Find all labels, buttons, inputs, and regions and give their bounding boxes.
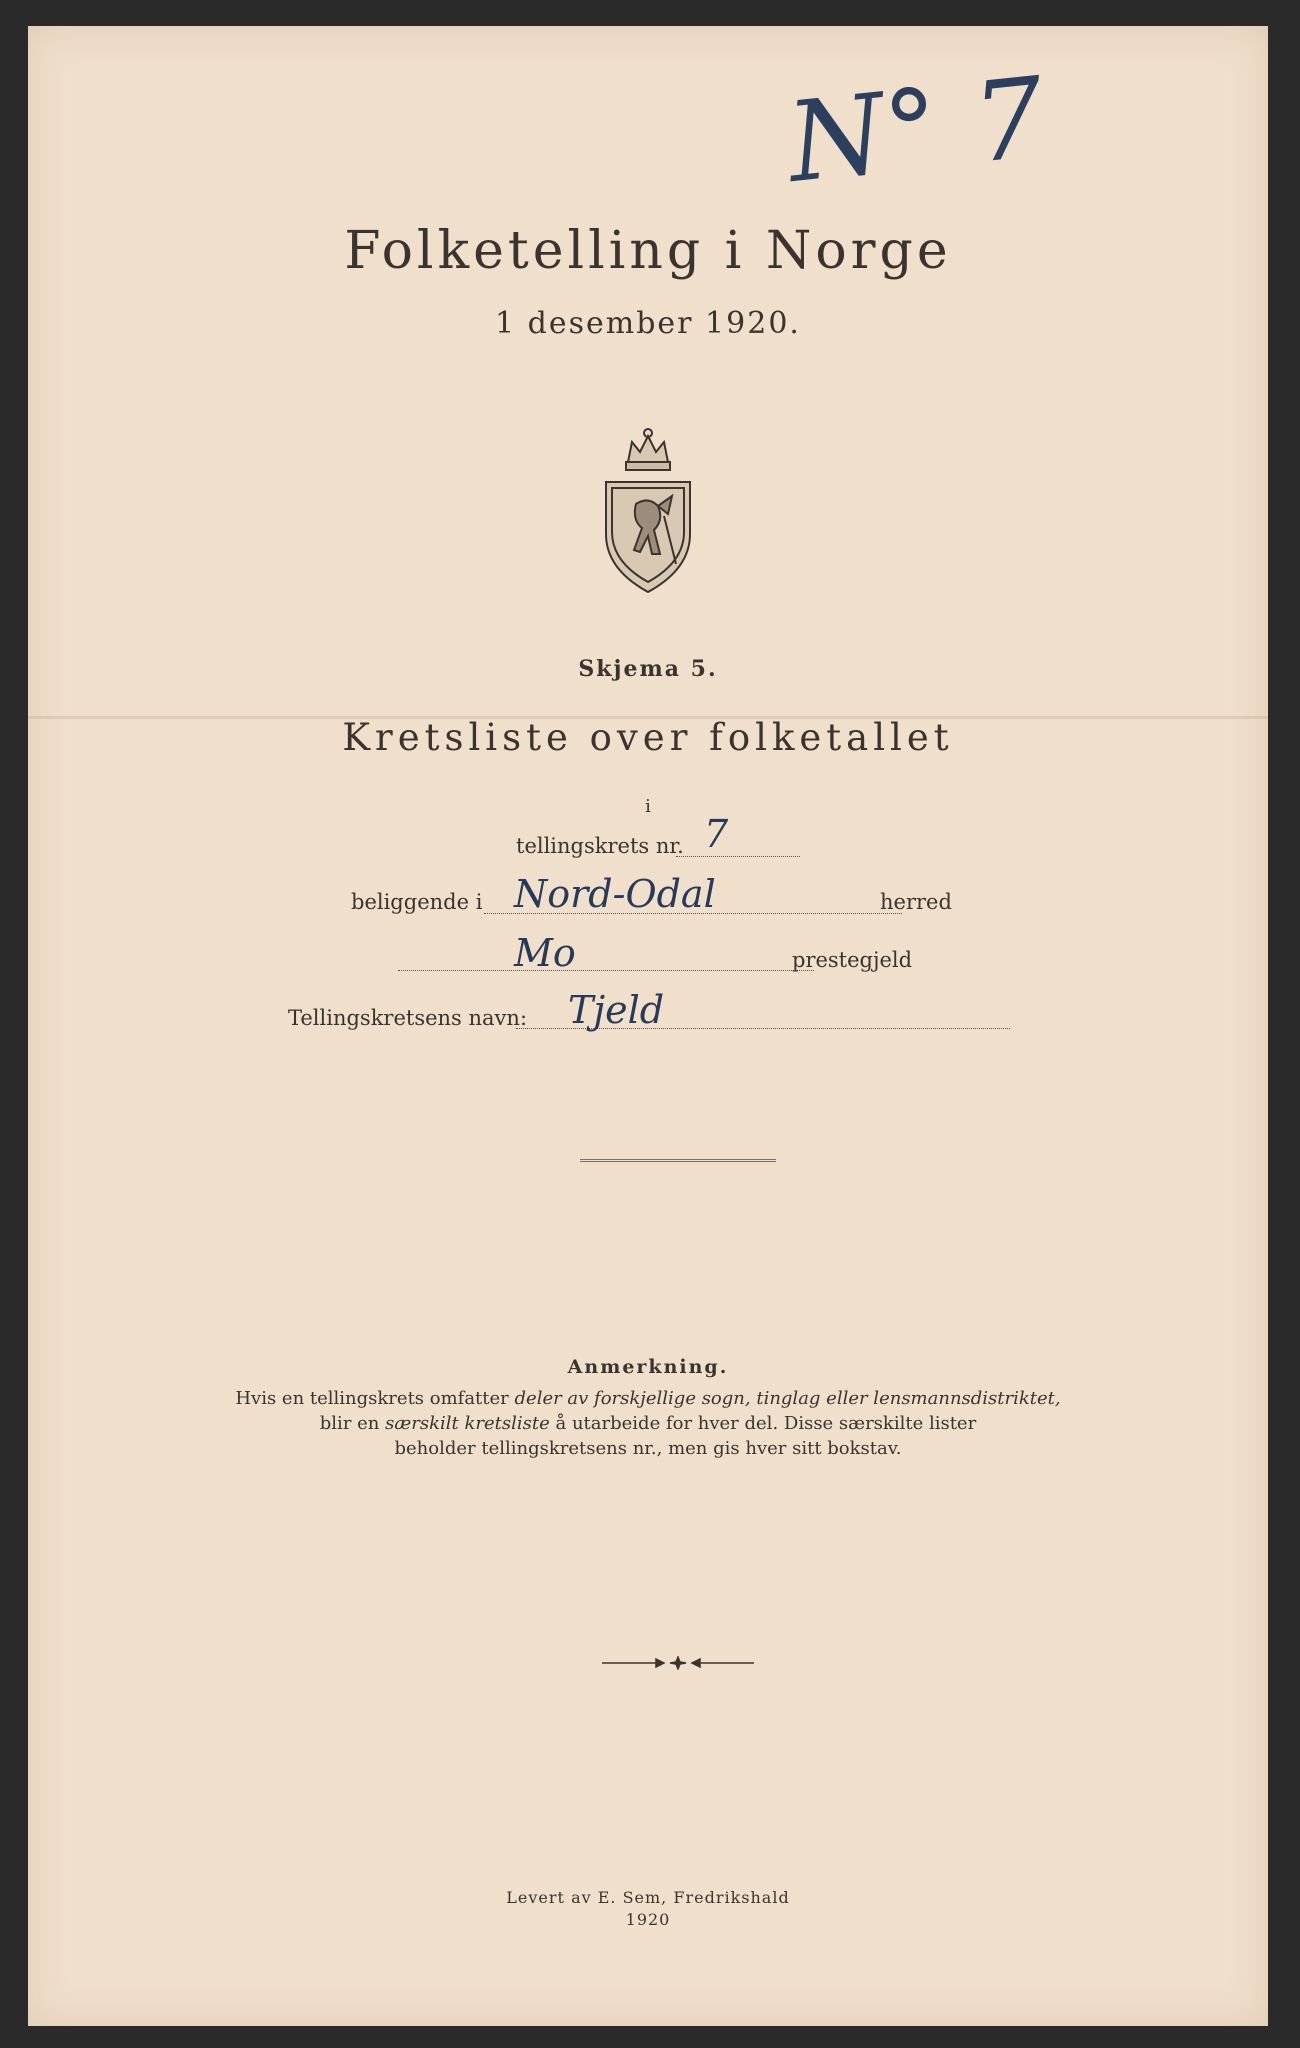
- census-date: 1 desember 1920.: [495, 306, 801, 341]
- norwegian-coat-of-arms-icon: [598, 424, 698, 594]
- divider-rule: [580, 1159, 776, 1162]
- page-title: Folketelling i Norge: [344, 221, 952, 281]
- herred-label: herred: [880, 890, 952, 914]
- prestegjeld-line: [398, 970, 814, 971]
- prestegjeld-value[interactable]: Mo: [514, 931, 576, 975]
- beliggende-value[interactable]: Nord-Odal: [514, 872, 716, 916]
- form-heading: Kretsliste over folketallet: [342, 716, 954, 759]
- anmerkning-line-2: blir en særskilt kretsliste å utarbeide for hver del. Disse særskilte lister: [319, 1413, 977, 1434]
- anmerkning-title: Anmerkning.: [567, 1356, 729, 1378]
- ornament-divider-icon: [602, 1656, 754, 1670]
- anmerkning-line-1: Hvis en tellingskrets omfatter deler av forskjellige sogn, tinglag eller lensmannsdistriktet,: [235, 1388, 1061, 1409]
- navn-label: Tellingskretsens navn:: [288, 1006, 528, 1030]
- beliggende-label: beliggende i: [351, 890, 483, 914]
- printer-imprint: Levert av E. Sem, Fredrikshald: [506, 1888, 790, 1907]
- anmerkning-line-3: beholder tellingskretsens nr., men gis hver sitt bokstav.: [394, 1438, 902, 1459]
- form-schema-number: Skjema 5.: [578, 656, 718, 682]
- krets-value[interactable]: 7: [704, 812, 729, 856]
- prestegjeld-label: prestegjeld: [792, 948, 913, 972]
- krets-line: [676, 856, 800, 857]
- handwritten-number: N° 7: [782, 52, 1051, 208]
- print-year: 1920: [625, 1910, 671, 1929]
- census-form-page: [28, 26, 1268, 2026]
- anmerkning-text: [28, 1386, 1268, 1461]
- navn-value[interactable]: Tjeld: [568, 988, 665, 1032]
- krets-label: tellingskrets nr.: [516, 834, 684, 858]
- connector-i: i: [645, 796, 651, 817]
